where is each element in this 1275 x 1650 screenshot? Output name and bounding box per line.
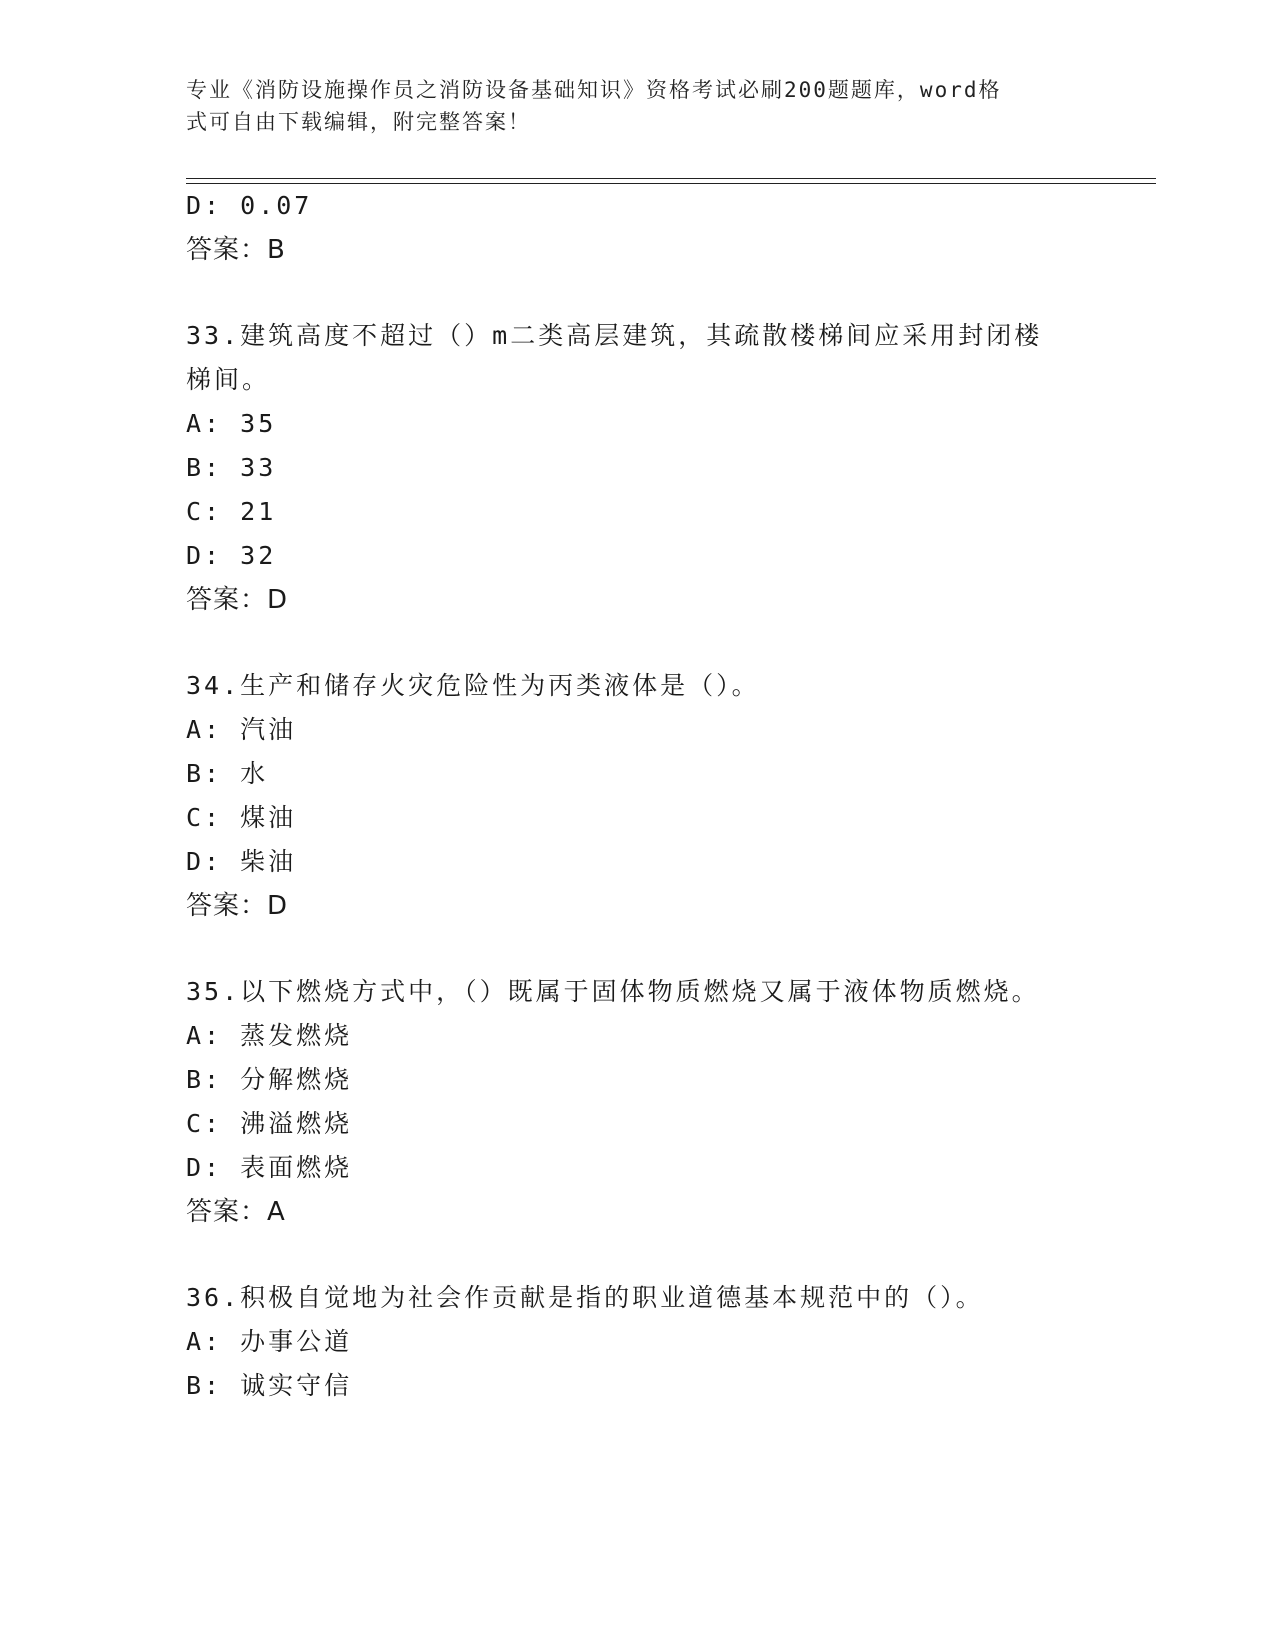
question-33-option-b: B: 33: [186, 453, 277, 482]
question-36-option-b: B: 诚实守信: [186, 1371, 353, 1400]
question-35-option-c: C: 沸溢燃烧: [186, 1109, 353, 1138]
answer-label: 答案：B: [186, 235, 286, 265]
question-34-option-d: D: 柴油: [186, 847, 297, 876]
header-rule-bottom: [186, 183, 1156, 184]
question-36-option-a: A: 办事公道: [186, 1327, 353, 1356]
question-33-stem-line-1: 33.建筑高度不超过（）m二类高层建筑，其疏散楼梯间应采用封闭楼: [186, 321, 1043, 350]
question-34-option-c: C: 煤油: [186, 803, 297, 832]
question-36-stem: 36.积极自觉地为社会作贡献是指的职业道德基本规范中的（）。: [186, 1283, 984, 1312]
question-33-answer: 答案：D: [186, 585, 289, 615]
question-35-option-b: B: 分解燃烧: [186, 1065, 353, 1094]
question-35-option-a: A: 蒸发燃烧: [186, 1021, 353, 1050]
question-33-option-d: D: 32: [186, 541, 277, 570]
question-35-stem: 35.以下燃烧方式中，（）既属于固体物质燃烧又属于液体物质燃烧。: [186, 977, 1040, 1006]
question-33-option-a: A: 35: [186, 409, 277, 438]
question-35-answer: 答案：A: [186, 1197, 286, 1227]
question-35-option-d: D: 表面燃烧: [186, 1153, 353, 1182]
option-d: D: 0.07: [186, 191, 313, 220]
question-34-stem: 34.生产和储存火灾危险性为丙类液体是（）。: [186, 671, 760, 700]
header-line-1: 专业《消防设施操作员之消防设备基础知识》资格考试必刷200题题库，word格: [186, 78, 1002, 102]
question-33-option-c: C: 21: [186, 497, 277, 526]
header-rule-top: [186, 178, 1156, 179]
question-34-answer: 答案：D: [186, 891, 289, 921]
document-header: [186, 74, 1076, 138]
question-34-option-b: B: 水: [186, 759, 269, 788]
header-line-2: 式可自由下载编辑，附完整答案！: [186, 110, 531, 134]
question-33-stem-line-2: 梯间。: [186, 365, 271, 394]
question-34-option-a: A: 汽油: [186, 715, 297, 744]
